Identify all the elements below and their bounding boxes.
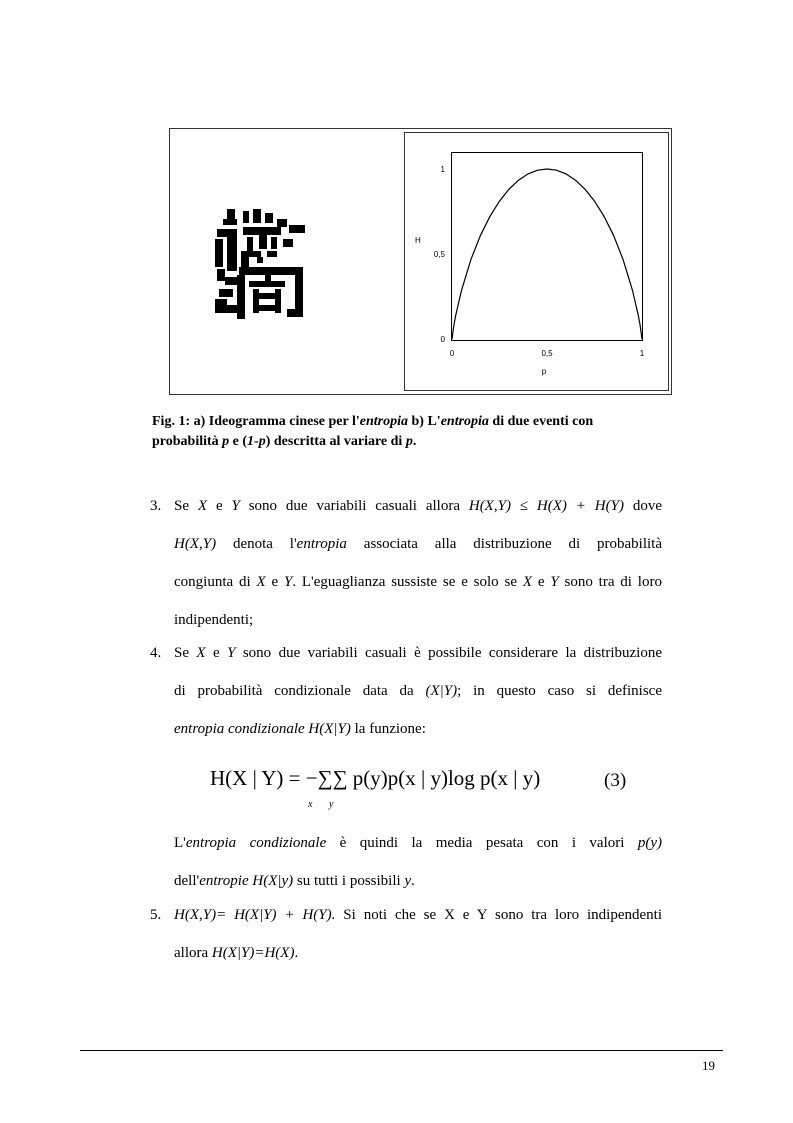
list-line: dell'entropie H(X|y) su tutti i possibili y. [174, 873, 415, 889]
caption-text-italic: 1-p [247, 434, 266, 449]
list-line: L'entropia condizionale è quindi la media pesata con i valori p(y) [174, 835, 662, 851]
list-line: di probabilità condizionale data da (X|Y); in questo caso si definisce [174, 683, 662, 699]
list-item-4 [150, 634, 662, 748]
caption-text: ) descritta al variare di [265, 434, 406, 449]
y-tick-label: 0,5 [433, 250, 445, 259]
caption-text: Fig. 1: a) Ideogramma cinese per l' [152, 414, 360, 429]
list-line: allora H(X|Y)=H(X). [174, 945, 299, 961]
sum-subscript-y: y [329, 799, 334, 810]
list-line: entropia condizionale H(X|Y) la funzione: [174, 721, 426, 737]
plot-area-frame [452, 153, 643, 341]
footer-rule [80, 1050, 723, 1051]
equation-number: (3) [604, 770, 627, 791]
equation-explanation [174, 824, 662, 900]
chinese-ideogram-entropy [213, 205, 308, 321]
caption-text-italic: entropia [359, 414, 408, 429]
list-number: 4. [150, 645, 162, 661]
x-tick-label: 1 [639, 349, 645, 358]
x-tick-label: 0,5 [541, 349, 553, 358]
list-number: 3. [150, 498, 162, 514]
list-line: H(X,Y)= H(X|Y) + H(Y). Si noti che se X e Y sono tra loro indipendenti [174, 907, 662, 923]
list-line: congiunta di X e Y. L'eguaglianza sussiste se e solo se X e Y sono tra di loro [174, 574, 662, 590]
entropy-curve [452, 169, 642, 339]
list-item-5 [150, 896, 662, 972]
entropy-plot [404, 132, 669, 391]
caption-text: b) L' [408, 414, 441, 429]
list-item-3 [150, 487, 662, 639]
list-number: 5. [150, 907, 162, 923]
caption-text-italic: p [222, 434, 230, 449]
list-line: H(X,Y) denota l'entropia associata alla distribuzione di probabilità [174, 536, 662, 552]
list-line: Se X e Y sono due variabili casuali è possibile considerare la distribuzione [174, 645, 662, 661]
caption-text: probabilità [152, 434, 223, 449]
y-axis-label: H [415, 236, 421, 245]
y-tick-label: 1 [440, 165, 445, 174]
list-line: Se X e Y sono due variabili casuali allora H(X,Y) ≤ H(X) + H(Y) dove [174, 498, 662, 514]
figure-caption [152, 412, 680, 452]
caption-text-italic: entropia [440, 414, 489, 429]
sum-subscript-x: x [308, 799, 313, 810]
caption-text-italic: p [405, 434, 413, 449]
caption-text: . [412, 434, 417, 449]
conditional-entropy-equation: H(X | Y) = −∑∑ p(y)p(x | y)log p(x | y) [210, 766, 541, 790]
caption-text: di due eventi con [488, 414, 594, 429]
y-tick-label: 0 [440, 335, 445, 344]
x-tick-label: 0 [449, 349, 455, 358]
list-line: indipendenti; [174, 612, 254, 628]
caption-text: e ( [229, 434, 248, 449]
page-number: 19 [702, 1058, 715, 1073]
x-axis-label: p [541, 367, 547, 376]
